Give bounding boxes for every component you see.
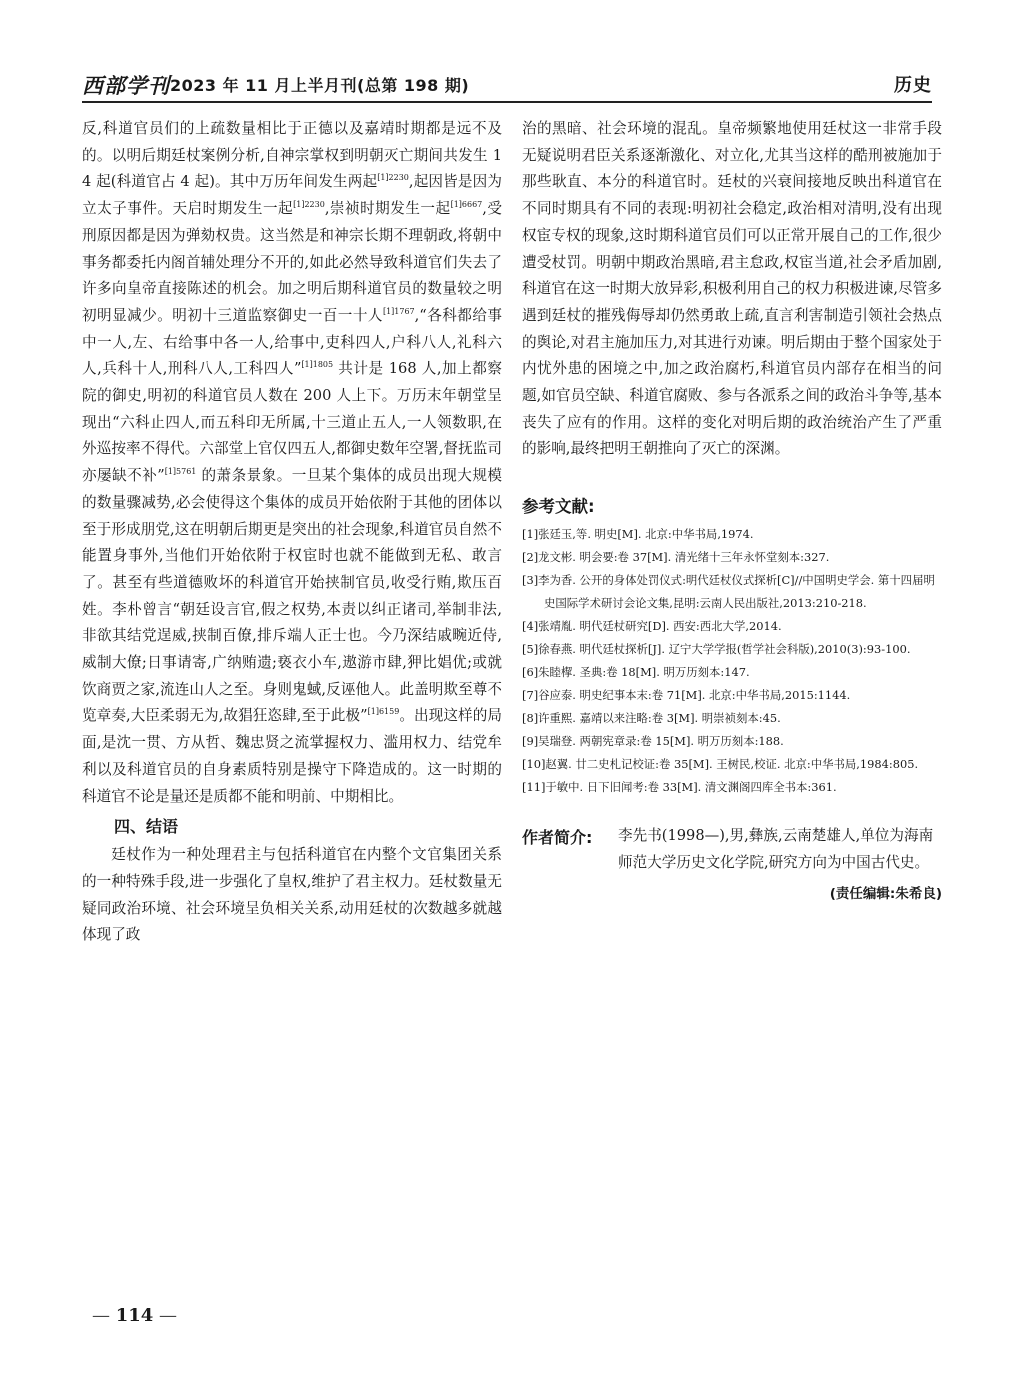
references-heading: 参考文献: xyxy=(522,497,595,517)
running-header xyxy=(82,68,932,98)
reference-list xyxy=(522,523,942,799)
reference-item: [2]龙文彬. 明会要:卷 37[M]. 清光绪十三年永怀堂刻本:327. xyxy=(522,550,830,565)
citation-marker: [1]2230 xyxy=(377,173,409,183)
reference-item: [6]朱睦㮮. 圣典:卷 18[M]. 明万历刻本:147. xyxy=(522,665,750,680)
author-label: 作者简介: xyxy=(522,828,593,848)
reference-item: [9]吴瑞登. 两朝宪章录:卷 15[M]. 明万历刻本:188. xyxy=(522,734,784,749)
reference-item: [1]张廷玉,等. 明史[M]. 北京:中华书局,1974. xyxy=(522,527,754,542)
text-run: 共计是 168 人,加上都察院的御史,明初的科道官员人数在 200 人上下。万历末年朝堂呈现出“六科止四人,而五科印无所属,十三道止五人,一人领数职,在外巡按率不得代。六部堂上官仅四五人,都御史数年空署,督抚监司亦屡缺不补” xyxy=(82,360,502,485)
text-run: ,起因皆是因为立太子事件。天启时期发生一起 xyxy=(82,173,502,218)
text-run: ,崇祯时期发生一起 xyxy=(324,200,451,218)
reference-item: [10]赵翼. 廿二史札记校证:卷 35[M]. 王树民,校证. 北京:中华书局,1984:805. xyxy=(522,757,919,772)
citation-marker: [1]1805 xyxy=(301,360,334,370)
page-number-footer: — 114 — xyxy=(92,1305,178,1326)
section-title: 历史 xyxy=(894,75,932,96)
page-number: 114 xyxy=(115,1305,154,1326)
reference-item: [7]谷应泰. 明史纪事本末:卷 71[M]. 北京:中华书局,2015:1144. xyxy=(522,688,851,703)
reference-item: [11]于敏中. 日下旧闻考:卷 33[M]. 清文渊阁四库全书本:361. xyxy=(522,780,837,795)
left-column xyxy=(82,116,502,949)
citation-marker: [1]6667 xyxy=(450,200,483,210)
author-bio xyxy=(522,823,942,876)
header-rule xyxy=(82,101,932,103)
author-text: 李先书(1998—),男,彝族,云南楚雄人,单位为海南师范大学历史文化学院,研究方向为中国古代史。 xyxy=(618,827,934,871)
body-paragraph xyxy=(82,116,502,810)
text-run: 反,科道官员们的上疏数量相比于正德以及嘉靖时期都是远不及的。以明后期廷杖案例分析,自神宗掌权到明朝灭亡期间共发生 14 起(科道官占 4 起)。其中万历年间发生两起 xyxy=(82,120,502,191)
reference-item: [8]许重熙. 嘉靖以来注略:卷 3[M]. 明崇祯刻本:45. xyxy=(522,711,781,726)
issue-info: 2023 年 11 月上半月刊(总第 198 期) xyxy=(170,76,470,95)
citation-marker: [1]6159 xyxy=(367,707,400,717)
citation-marker: [1]2230 xyxy=(293,200,325,210)
reference-item: [4]张靖胤. 明代廷杖研究[D]. 西安:西北大学,2014. xyxy=(522,619,782,634)
journal-logo: 西部学刊 xyxy=(82,73,170,98)
section-heading: 四、结语 xyxy=(114,817,179,837)
reference-item: [3]李为香. 公开的身体处罚仪式:明代廷杖仪式探析[C]//中国明史学会. 第十四届明史国际学术研讨会论文集,昆明:云南人民出版社,2013:210-218. xyxy=(522,573,935,611)
responsible-editor: (责任编辑:朱希良) xyxy=(829,886,942,903)
body-paragraph-continued: 治的黑暗、社会环境的混乱。皇帝频繁地使用廷杖这一非常手段无疑说明君臣关系逐渐激化、对立化,尤其当这样的酷刑被施加于那些耿直、本分的科道官时。廷杖的兴衰间接地反映出科道官在不同时期具有不同的表现:明初社会稳定,政治相对清明,没有出现权宦专权的现象,这时期科道官员们可以正常开展自己的工作,很少遭受杖罚。明朝中期政治黑暗,君主怠政,权宦当道,社会矛盾加剧,科道官在这一时期大放异彩,积极利用自己的权力积极进谏,尽管多遇到廷杖的摧残侮辱却仍然勇敢上疏,直言利害制造引领社会热点的舆论,对君主施加压力,对其进行劝谏。明后期由于整个国家处于内忧外患的困境之中,加之政治腐朽,科道官员内部存在相当的问题,如官员空缺、科道官腐败、参与各派系之间的政治斗争等,基本丧失了应有的作用。这样的变化对明后期的政治统治产生了严重的影响,最终把明王朝推向了灭亡的深渊。 xyxy=(522,120,942,458)
text-run: ,“各科都给事中一人,左、右给事中各一人,给事中,吏科四人,户科八人,礼科六人,兵科十人,刑科八人,工科四人” xyxy=(82,306,502,378)
right-column xyxy=(522,116,942,902)
citation-marker: [1]1767 xyxy=(382,306,415,316)
text-run: 的萧条景象。一旦某个集体的成员出现大规模的数量骤减势,必会使得这个集体的成员开始依附于其他的团体以至于形成朋党,这在明朝后期更是突出的社会现象,科道官员自然不能置身事外,当他们开始依附于权宦时也就不能做到无私、敢言了。甚至有些道德败坏的科道官开始挟制官员,收受行贿,欺压百姓。李朴曾言“朝廷设言官,假之权势,本责以纠正诸司,举制非法,非欲其结党逞威,挟制百僚,排斥端人正士也。今乃深结戚畹近侍,威制大僚;日事请寄,广纳贿遗;亵衣小车,遨游市肆,狎比娼优;或就饮商贾之家,流连山人之至。身则鬼蜮,反诬他人。此盖明欺至尊不览章奏,大臣柔弱无为,故猖狂恣肆,至于此极” xyxy=(82,467,502,725)
reference-item: [5]徐春燕. 明代廷杖探析[J]. 辽宁大学学报(哲学社会科版),2010(3):93-100. xyxy=(522,642,911,657)
conclusion-paragraph: 廷杖作为一种处理君主与包括科道官在内整个文官集团关系的一种特殊手段,进一步强化了皇权,维护了君主权力。廷杖数量无疑同政治环境、社会环境呈负相关关系,动用廷杖的次数越多就越体现了政 xyxy=(82,846,502,944)
text-run: ,受刑原因都是因为弹劾权贵。这当然是和神宗长期不理朝政,将朝中事务都委托内阁首辅处理分不开的,如此必然导致科道官们失去了许多向皇帝直接陈述的机会。加之明后期科道官员的数量较之明初明显减少。明初十三道监察御史一百一十人 xyxy=(82,200,502,324)
citation-marker: [1]5761 xyxy=(164,467,197,477)
text-run: 。出现这样的局面,是沈一贯、方从哲、魏忠贤之流掌握权力、滥用权力、结党牟利以及科道官员的自身素质特别是操守下降造成的。这一时期的科道官不论是量还是质都不能和明前、中期相比。 xyxy=(82,707,502,805)
